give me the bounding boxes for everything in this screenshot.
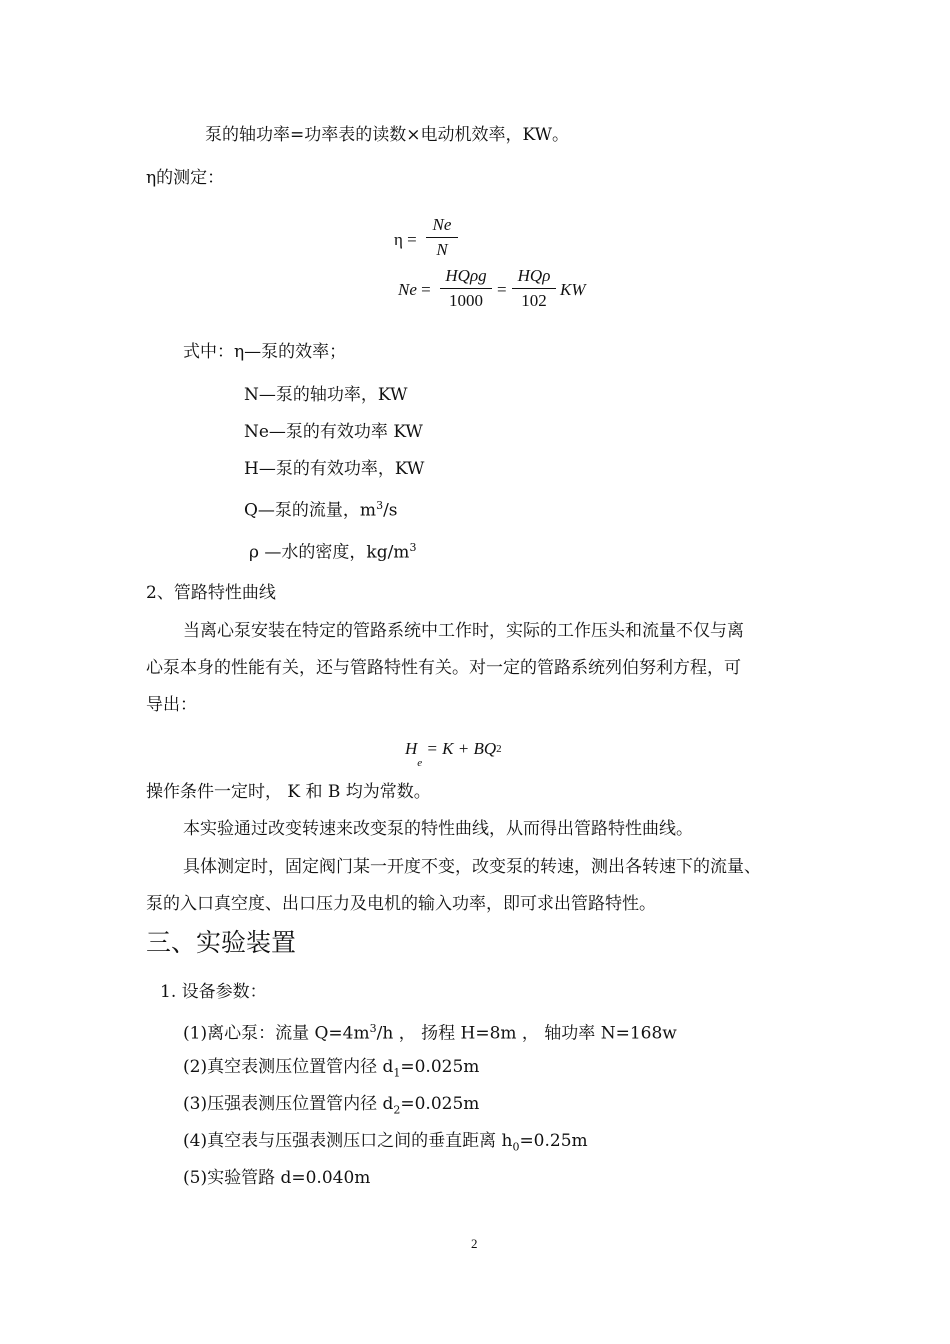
shaft-power-line: 泵的轴功率=功率表的读数×电动机效率，KW。 (205, 125, 570, 145)
where-line: 式中：η—泵的效率； (183, 342, 347, 362)
para1-line3: 导出： (146, 695, 197, 715)
ne-equals: = (497, 280, 507, 299)
eta-fraction: Ne N (426, 214, 458, 261)
section-2-title: 2、管路特性曲线 (146, 583, 276, 603)
para3-line2: 泵的入口真空度、出口压力及电机的输入功率，即可求出管路特性。 (146, 894, 656, 914)
equip-title: 1. 设备参数： (160, 982, 267, 1002)
equip-item-5: (5)实验管路 d=0.040m (183, 1168, 371, 1188)
def-rho: ρ —水的密度，$kg/m^3$ (249, 541, 417, 563)
def-q: Q—泵的流量，$m^3/s$ (244, 499, 398, 521)
equip-item-4: (4)真空表与压强表测压口之间的垂直距离 $h_0=0.25m$ (183, 1131, 588, 1154)
ne-lhs: Ne = (398, 280, 431, 299)
equip-item-3: (3)压强表测压位置管内径 $d_2=0.025m$ (183, 1094, 480, 1117)
page-number: 2 (471, 1236, 478, 1251)
para1-line2: 心泵本身的性能有关，还与管路特性有关。对一定的管路系统列伯努利方程，可 (146, 658, 741, 678)
pipe-formula: $H_e = K + BQ2$ (405, 739, 502, 770)
const-note: 操作条件一定时， K 和 B 均为常数。 (146, 782, 431, 802)
eta-symbol: η = (394, 230, 417, 249)
ne-unit: KW (560, 280, 586, 299)
def-ne: Ne—泵的有效功率 KW (244, 422, 423, 442)
section-3-heading: 三、实验装置 (146, 928, 297, 957)
eta-measure-line: η的测定： (146, 168, 225, 188)
para1-line1: 当离心泵安装在特定的管路系统中工作时，实际的工作压头和流量不仅与离 (183, 621, 744, 641)
equip-item-2: (2)真空表测压位置管内径 $d_1=0.025m$ (183, 1057, 480, 1080)
equip-item-1: (1)离心泵：流量 $Q=4m^3/h$ ， 扬程 H=8m ， 轴功率 N=168w (183, 1022, 677, 1044)
para2: 本实验通过改变转速来改变泵的特性曲线，从而得出管路特性曲线。 (183, 819, 693, 839)
def-h: H—泵的有效功率，KW (244, 459, 425, 479)
def-n: N—泵的轴功率，KW (244, 385, 408, 405)
ne-fraction-2: HQρ 102 (512, 265, 556, 312)
ne-fraction-1: HQρg 1000 (440, 265, 492, 312)
para3-line1: 具体测定时，固定阀门某一开度不变，改变泵的转速，测出各转速下的流量、 (183, 857, 761, 877)
